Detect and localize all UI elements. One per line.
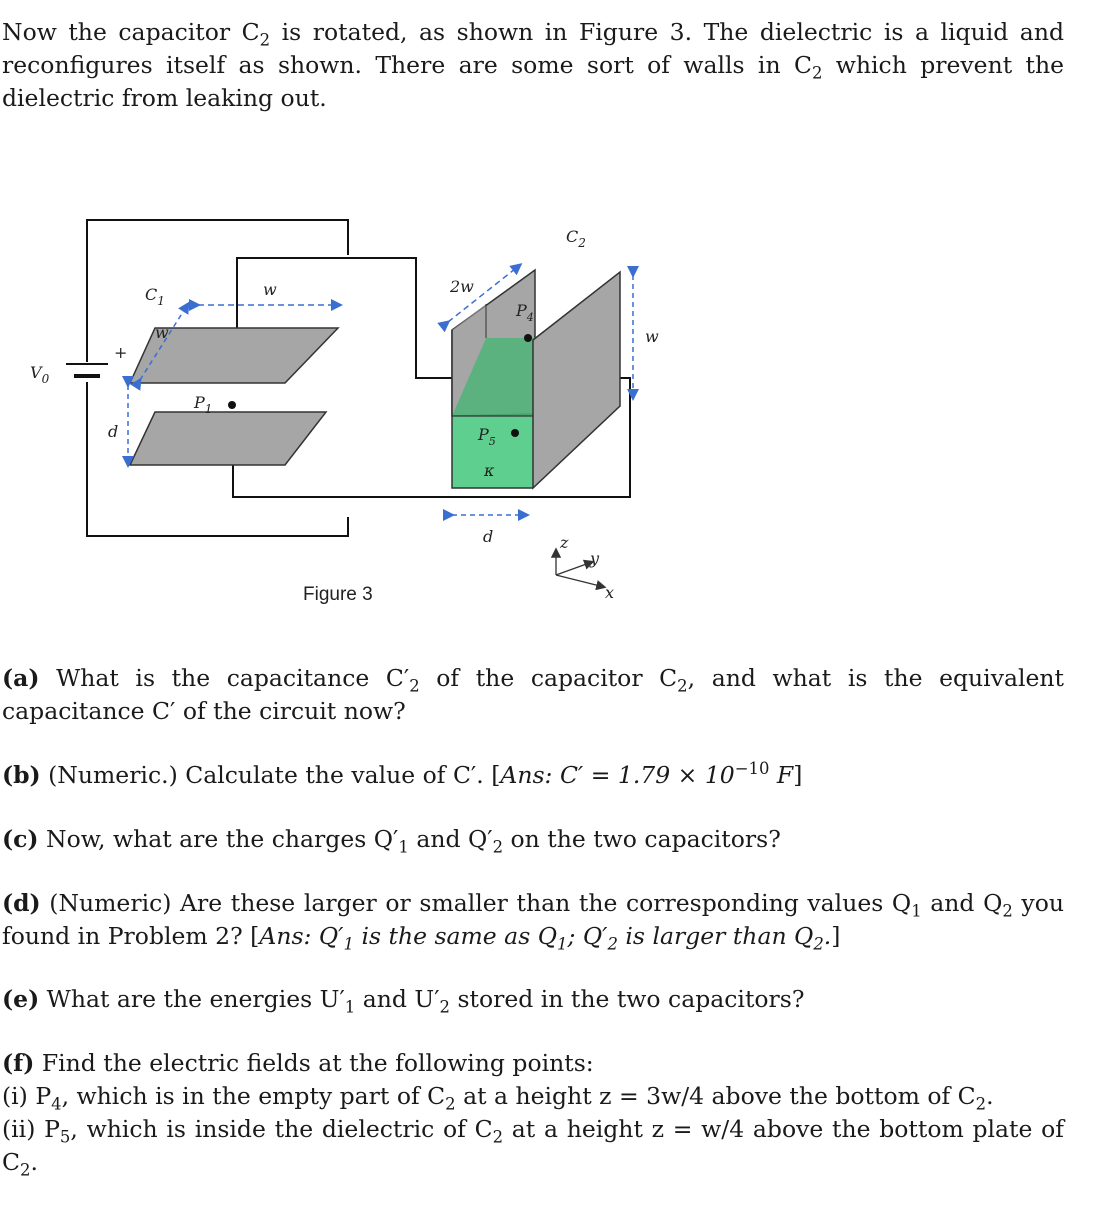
label-p4: $P_4$ [516,301,534,324]
c1-bottom-plate [130,412,326,465]
c2-right-plate [533,272,620,488]
intro-sub-2: 2 [811,63,823,83]
figure-caption: Figure 3 [303,584,373,605]
question-e-text-1: What are the energies U′ [39,985,345,1013]
question-d [2,887,1064,953]
question-b-tag: (b) [2,761,41,789]
point-p5 [511,429,519,437]
label-d-bottom: d [483,527,494,546]
battery-plus: + [114,343,128,362]
question-a [2,662,1064,728]
label-p1: $P_1$ [194,393,213,416]
question-c-tag: (c) [2,825,39,853]
label-w-right: w [645,327,659,346]
question-c-sub-1: 1 [398,837,409,857]
question-c-text-3: on the two capacitors? [503,825,781,853]
question-e-text-2: and U′ [355,985,440,1013]
question-d-sub-2: 2 [1002,901,1013,921]
question-e-text-3: stored in the two capacitors? [450,985,805,1013]
question-e-sub-1: 1 [344,997,356,1017]
question-d-tag: (d) [2,889,41,917]
question-a-tag: (a) [2,664,40,692]
label-p5: $P_5$ [478,425,496,448]
intro-sub-1: 2 [259,30,271,50]
question-f-tag: (f) [2,1049,35,1077]
question-d-text-2: and Q [921,889,1003,917]
question-d-answer: Ans: $Q'_1$ is the same as $Q_1$; $Q'_2$ is larger than $Q_2$. [259,922,832,954]
label-c2: $C_2$ [566,227,586,250]
intro-paragraph [2,16,1064,115]
label-w-c1: w [155,323,169,342]
intro-text-2: is rotated, as shown in Figure 3. The dielectric is a liquid and reconfigures itself as shown. There are some sort of walls in C [2,18,1064,79]
question-b-unit: F [769,761,794,789]
intro-text-3: which prevent the dielectric from leaking out. [2,51,1064,112]
question-d-text-3: you found in Problem 2? [ [2,889,1064,950]
label-c1: $C_1$ [145,285,165,308]
question-f-intro [2,1047,1064,1080]
question-b-exponent: −10 [734,759,770,779]
question-a-text-1: What is the capacitance C′ [39,664,410,692]
question-c [2,823,1064,856]
question-f-part-ii: (ii) $P_5$, which is inside the dielectric of $C_2$ at a height z = w/4 above the bottom plate of $C_2$. [2,1115,1064,1180]
question-f [2,1047,1064,1179]
label-2w: 2w [450,277,474,296]
question-a-sub-2: 2 [677,676,688,696]
question-f-text: Find the electric fields at the following points: [34,1049,594,1077]
question-a-text-2: of the capacitor C [419,664,678,692]
question-d-close: ] [831,922,841,950]
question-c-text-2: and Q′ [408,825,493,853]
label-d-c1: d [108,422,119,441]
question-c-text-1: Now, what are the charges Q′ [38,825,399,853]
point-p1 [228,401,236,409]
question-e [2,983,1064,1016]
question-b-close: ] [793,761,803,789]
axis-x-label: x [605,583,615,602]
question-d-text-1: (Numeric) Are these larger or smaller than the corresponding values Q [40,889,912,917]
label-kappa: κ [484,461,495,480]
question-b [2,759,1064,792]
question-c-sub-2: 2 [492,837,504,857]
label-v0: $V_0$ [30,363,50,386]
question-a-text-3: , and what is the equivalent capacitance C′ of the circuit now? [2,664,1064,725]
figure-3-diagram [0,180,760,620]
question-e-tag: (e) [2,985,40,1013]
question-a-sub-1: 2 [409,676,420,696]
question-e-sub-2: 2 [439,997,451,1017]
question-d-sub-1: 1 [911,901,922,921]
question-f-part-i: (i) $P_4$, which is in the empty part of $C_2$ at a height z = 3w/4 above the bottom of $C_2$. [2,1082,994,1114]
axis-z-label: z [560,533,569,552]
point-p4 [524,334,532,342]
axis-y-label: y [590,549,600,568]
intro-text-1: Now the capacitor C [2,18,260,46]
question-b-text: (Numeric.) Calculate the value of C′. [ [40,761,501,789]
label-w-top: w [263,280,277,299]
question-b-answer: Ans: C′ = 1.79 × 10 [500,761,735,789]
battery-symbol [66,364,108,376]
